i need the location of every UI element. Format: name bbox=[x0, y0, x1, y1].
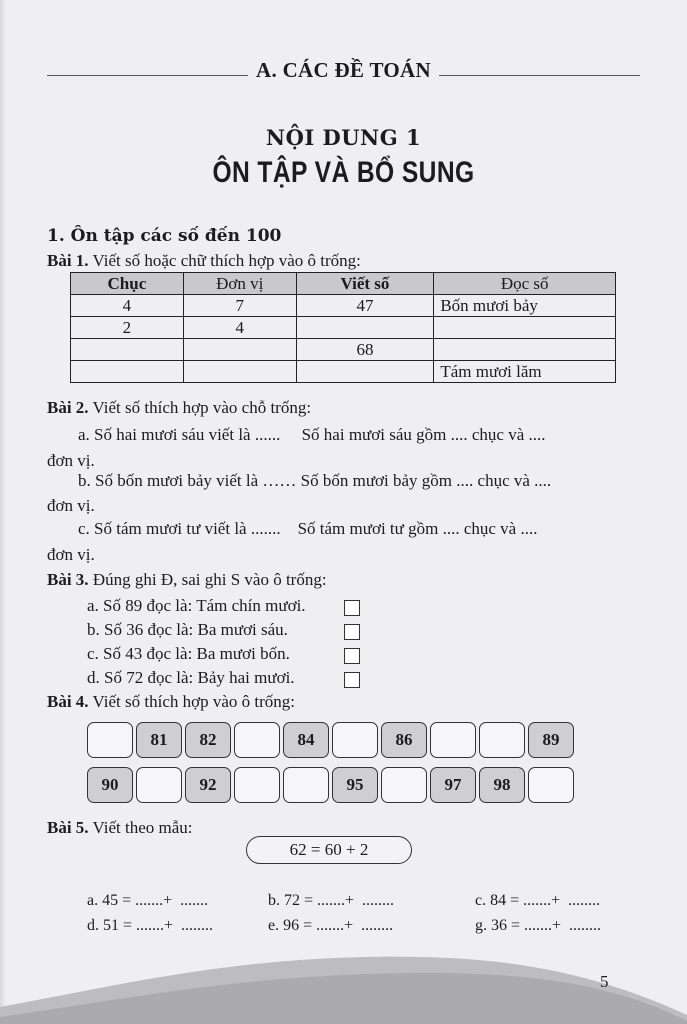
bai3-item-c: c. Số 43 đọc là: Ba mươi bốn. bbox=[87, 644, 290, 663]
number-box-blank[interactable] bbox=[332, 722, 378, 758]
page-number: 5 bbox=[600, 972, 609, 991]
bai2-title: Bài 2. Viết số thích hợp vào chỗ trống: bbox=[47, 398, 312, 417]
bai5-item-g[interactable]: g. 36 = .......+ ........ bbox=[475, 917, 602, 934]
number-box-blank[interactable] bbox=[234, 722, 280, 758]
cell: 47 bbox=[296, 295, 434, 317]
answer-checkbox-c[interactable] bbox=[344, 648, 360, 664]
blank-cell[interactable] bbox=[434, 317, 616, 339]
bai4-row-2 bbox=[87, 767, 574, 803]
col-header-viet-so: Viết số bbox=[296, 273, 434, 295]
number-box-blank[interactable] bbox=[430, 722, 476, 758]
number-box-blank[interactable] bbox=[87, 722, 133, 758]
blank-cell[interactable] bbox=[183, 361, 296, 383]
number-box-blank[interactable] bbox=[283, 767, 329, 803]
sample-equation: 62 = 60 + 2 bbox=[246, 836, 412, 864]
number-box-blank[interactable] bbox=[234, 767, 280, 803]
bai3-item-d: d. Số 72 đọc là: Bảy hai mươi. bbox=[87, 668, 295, 687]
col-header-chuc: Chục bbox=[71, 273, 184, 295]
number-box: 92 bbox=[185, 767, 231, 803]
bai2-item-a: a. Số hai mươi sáu viết là ...... Số hai mươi sáu gồm .... chục và .... bbox=[78, 425, 546, 444]
table-header-row bbox=[71, 273, 616, 295]
cell: 2 bbox=[71, 317, 184, 339]
number-box: 89 bbox=[528, 722, 574, 758]
number-box: 86 bbox=[381, 722, 427, 758]
bai5-item-d[interactable]: d. 51 = .......+ ........ bbox=[87, 917, 214, 934]
bai5-item-b[interactable]: b. 72 = .......+ ........ bbox=[268, 892, 395, 909]
answer-checkbox-b[interactable] bbox=[344, 624, 360, 640]
blank-cell[interactable] bbox=[296, 361, 434, 383]
bai2-item-c: c. Số tám mươi tư viết là ....... Số tám mươi tư gồm .... chục và .... bbox=[78, 519, 538, 538]
number-box: 82 bbox=[185, 722, 231, 758]
cell: Tám mươi lăm bbox=[434, 361, 616, 383]
number-box-blank[interactable] bbox=[136, 767, 182, 803]
bai3-item-a: a. Số 89 đọc là: Tám chín mươi. bbox=[87, 596, 306, 615]
number-box: 97 bbox=[430, 767, 476, 803]
page-edge-shadow bbox=[0, 0, 6, 1024]
bai5-item-a[interactable]: a. 45 = .......+ ....... bbox=[87, 892, 209, 909]
number-box-blank[interactable] bbox=[381, 767, 427, 803]
bai1-title: Bài 1. Viết số hoặc chữ thích hợp vào ô trống: bbox=[47, 251, 361, 270]
bai2-item-b: b. Số bốn mươi bảy viết là …… Số bốn mươi bảy gồm .... chục và .... bbox=[78, 471, 552, 490]
section-title: A. CÁC ĐỀ TOÁN bbox=[0, 58, 687, 83]
blank-cell[interactable] bbox=[183, 339, 296, 361]
number-box: 90 bbox=[87, 767, 133, 803]
bai4-title: Bài 4. Viết số thích hợp vào ô trống: bbox=[47, 692, 296, 711]
col-header-doc-so: Đọc số bbox=[434, 273, 616, 295]
number-box: 84 bbox=[283, 722, 329, 758]
number-box: 98 bbox=[479, 767, 525, 803]
bai5-title: Bài 5. Viết theo mẫu: bbox=[47, 818, 193, 837]
cell: 7 bbox=[183, 295, 296, 317]
blank-cell[interactable] bbox=[71, 361, 184, 383]
answer-checkbox-d[interactable] bbox=[344, 672, 360, 688]
bai1-table bbox=[70, 272, 616, 383]
blank-cell[interactable] bbox=[434, 339, 616, 361]
bai5-item-c[interactable]: c. 84 = .......+ ........ bbox=[475, 892, 601, 909]
cell: 4 bbox=[183, 317, 296, 339]
table-row bbox=[71, 317, 616, 339]
cell: 68 bbox=[296, 339, 434, 361]
blank-cell[interactable] bbox=[296, 317, 434, 339]
bai5-item-e[interactable]: e. 96 = .......+ ........ bbox=[268, 917, 394, 934]
bai2-item-c-cont: đơn vị. bbox=[47, 545, 95, 564]
content-title: NỘI DUNG 1 bbox=[265, 125, 422, 150]
bai4-row-1 bbox=[87, 722, 574, 758]
table-row bbox=[71, 339, 616, 361]
bai2-item-b-cont: đơn vị. bbox=[47, 496, 95, 515]
table-row bbox=[71, 295, 616, 317]
bottom-wave-decoration bbox=[0, 955, 687, 1024]
sub-heading: 1. Ôn tập các số đến 100 bbox=[47, 226, 282, 246]
cell: 4 bbox=[71, 295, 184, 317]
content-subtitle: ÔN TẬP VÀ BỔ SUNG bbox=[212, 156, 475, 189]
table-row bbox=[71, 361, 616, 383]
col-header-don-vi: Đơn vị bbox=[183, 273, 296, 295]
number-box-blank[interactable] bbox=[479, 722, 525, 758]
number-box: 81 bbox=[136, 722, 182, 758]
blank-cell[interactable] bbox=[71, 339, 184, 361]
number-box: 95 bbox=[332, 767, 378, 803]
bai3-item-b: b. Số 36 đọc là: Ba mươi sáu. bbox=[87, 620, 288, 639]
cell: Bốn mươi bảy bbox=[434, 295, 616, 317]
number-box-blank[interactable] bbox=[528, 767, 574, 803]
bai2-item-a-cont: đơn vị. bbox=[47, 451, 95, 470]
bai3-title: Bài 3. Đúng ghi Đ, sai ghi S vào ô trống: bbox=[47, 570, 327, 589]
answer-checkbox-a[interactable] bbox=[344, 600, 360, 616]
